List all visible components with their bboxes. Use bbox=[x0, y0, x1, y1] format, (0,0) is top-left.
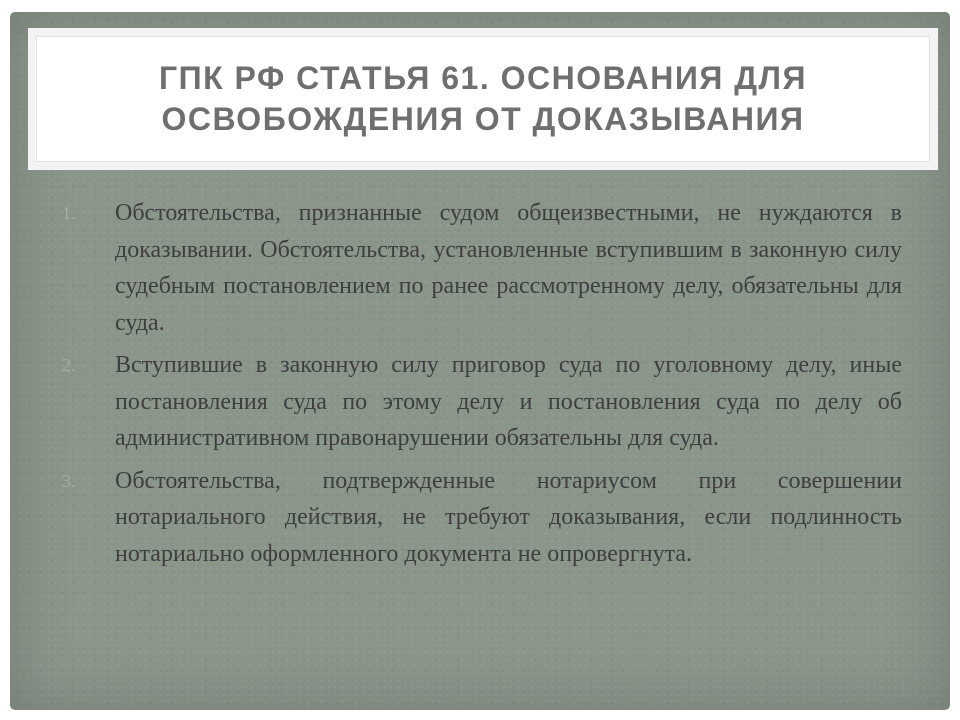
list-number: 1. bbox=[62, 203, 76, 223]
list-number: 3. bbox=[62, 470, 76, 491]
slide-title-line-2: ОСВОБОЖДЕНИЯ ОТ ДОКАЗЫВАНИЯ bbox=[161, 101, 805, 137]
list-item bbox=[62, 195, 902, 341]
slide-title-line-1: ГПК РФ СТАТЬЯ 61. ОСНОВАНИЯ ДЛЯ bbox=[158, 60, 807, 97]
slide-title bbox=[159, 58, 807, 140]
list-item-text: Вступившие в законную силу приговор суда по уголовному делу, иные постановления суда по этому делу и постановления суда по делу об административном правонарушении обязательны для суда. bbox=[115, 352, 902, 451]
list-item-text: Обстоятельства, признанные судом общеизвестными, не нуждаются в доказывании. Обстоятельства, установленные вступившим в законную силу судебным постановлением по ранее рассмотренному делу, обязательны для суда. bbox=[115, 200, 902, 336]
list-item bbox=[62, 347, 902, 457]
slide bbox=[10, 12, 950, 710]
title-frame bbox=[36, 36, 930, 162]
list-number: 2. bbox=[62, 355, 76, 375]
list-item-text: Обстоятельства, подтвержденные нотариусом при совершении нотариального действия, не требуют доказывания, если подлинность нотариально оформленного документа не опровергнута. bbox=[115, 467, 902, 567]
list-item bbox=[62, 463, 902, 573]
title-box bbox=[28, 28, 938, 170]
numbered-list bbox=[62, 195, 902, 578]
